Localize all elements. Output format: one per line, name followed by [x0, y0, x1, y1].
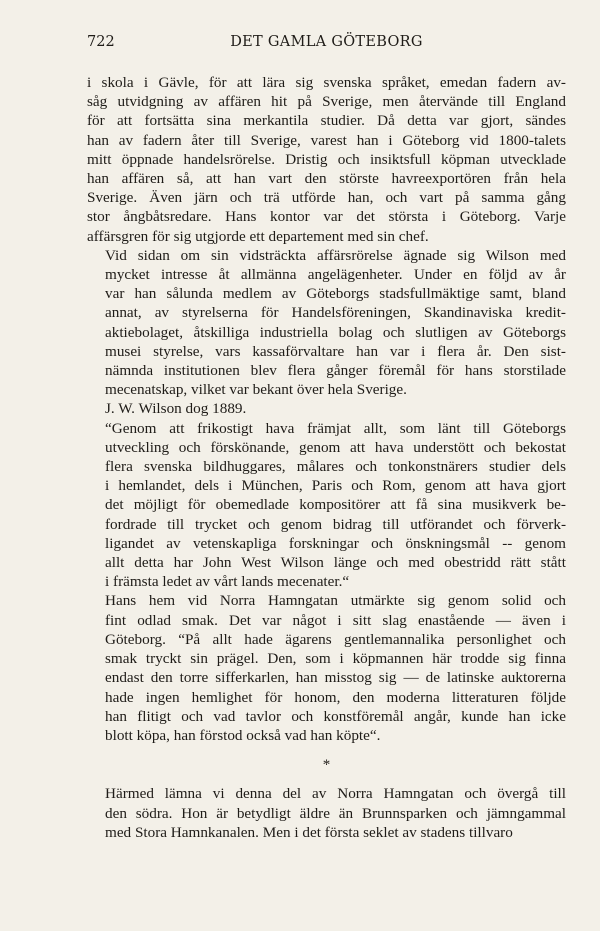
text-line: “Genom att frikostigt hava främjat allt, som länt till Göteborgs	[105, 419, 566, 437]
text-line: J. W. Wilson dog 1889.	[105, 400, 247, 418]
paragraph	[87, 784, 566, 842]
paragraph	[87, 399, 566, 418]
text-line: i främsta ledet av vårt lands mecenater.“	[105, 573, 350, 591]
section-separator: *	[322, 757, 331, 774]
text-line: ligandet av vetenskapliga forskningar och önskningsmål -- genom	[105, 534, 566, 552]
text-line: han av fadern åter till Sverige, varest han i Göteborg vid 1800-talets	[87, 131, 566, 149]
text-line: fordrade till trycket och genom bidrag till utförandet och förverk-	[105, 515, 566, 533]
text-line: han affären så, att han vart den störste havreexportören från hela	[87, 170, 566, 188]
text-line: utveckling och förskönande, genom att hava understött och bekostat	[105, 438, 566, 456]
text-line: var han sålunda medlem av Göteborgs stadsfullmäktige samt, bland	[105, 285, 566, 303]
text-line: Vid sidan om sin vidsträckta affärsrörelse ägnade sig Wilson med	[105, 246, 566, 264]
text-line: i skola i Gävle, för att lära sig svenska språket, emedan fadern av-	[87, 74, 566, 91]
text-line: musei styrelse, vars kassaförvaltare han var i flera år. Den sist-	[105, 342, 566, 360]
text-line: allt detta har John West Wilson länge och med obestridd rätt stått	[105, 554, 566, 572]
text-line: smak tryckt sin prägel. Den, som i köpmannen här trodde sig finna	[105, 650, 566, 668]
text-line: hade ingen hemlighet för honom, den moderna litteraturen följde	[105, 688, 566, 706]
body-text	[87, 73, 566, 842]
running-title: DET GAMLA GÖTEBORG	[230, 34, 423, 50]
text-line: såg utvidgning av affären hit på Sverige, men återvände till England	[87, 93, 566, 111]
text-line: Sverige. Även järn och trä utförde han, och vart på samma gång	[87, 189, 566, 207]
text-line: annat, av styrelserna för Handelsföreningen, Skandinaviska kredit-	[105, 304, 566, 322]
text-line: i hemlandet, dels i München, Paris och Rom, genom att hava gjort	[105, 477, 566, 495]
text-line: blott köpa, han förstod också vad han köpte“.	[105, 726, 381, 744]
text-line: Härmed lämna vi denna del av Norra Hamngatan och övergå till	[105, 785, 566, 803]
page-number: 722	[87, 34, 115, 50]
paragraph	[87, 246, 566, 400]
text-line: för att fortsätta sina merkantila studier. Då detta var gjort, sändes	[87, 112, 566, 130]
text-line: han flitigt och vad tavlor och konstföremål angår, kunde han icke	[105, 707, 566, 725]
text-line: endast den torre sifferkarlen, han misstog sig — de latinske auktorerna	[105, 669, 566, 687]
paragraph	[87, 591, 566, 745]
text-line: Göteborg. “På allt hade ägarens gentlemannalika personlighet och	[105, 630, 566, 648]
closing-paragraph-container	[87, 784, 566, 842]
text-line: med Stora Hamnkanalen. Men i det första seklet av stadens tillvaro	[105, 823, 513, 841]
paragraph-list	[87, 73, 566, 745]
text-line: den södra. Hon är betydligt äldre än Brunnsparken och jämngammal	[105, 804, 566, 822]
paragraph	[87, 419, 566, 592]
text-line: fint odlad smak. Det var något i sitt slag enastående — även i	[105, 611, 566, 629]
text-line: affärsgren för sig utgjorde ett departement med sin chef.	[87, 227, 429, 245]
text-line: mecenatskap, vilket var bekant över hela Sverige.	[105, 381, 407, 399]
text-line: Hans hem vid Norra Hamngatan utmärkte sig genom solid och	[105, 592, 566, 610]
text-line: flera svenska bildhuggares, målares och tonkonstnärers studier dels	[105, 458, 566, 476]
text-line: stor ångbåtsredare. Hans kontor var det största i Göteborg. Varje	[87, 208, 566, 226]
page-header	[87, 34, 566, 56]
text-line: mycket intresse åt allmänna angelägenheter. Under en följd av år	[105, 266, 566, 284]
text-line: det möjligt för obemedlade kompositörer att få sina musikverk be-	[105, 496, 566, 514]
text-line: nämnda institutionen blev flera gånger föremål för hans storstilade	[105, 362, 566, 380]
text-line: aktiebolaget, åtskilliga industriella bolag och slutligen av Göteborgs	[105, 323, 566, 341]
paragraph	[87, 73, 566, 246]
text-line: mitt öppnade handelsrörelse. Dristig och insiktsfull köpman utvecklade	[87, 150, 566, 168]
